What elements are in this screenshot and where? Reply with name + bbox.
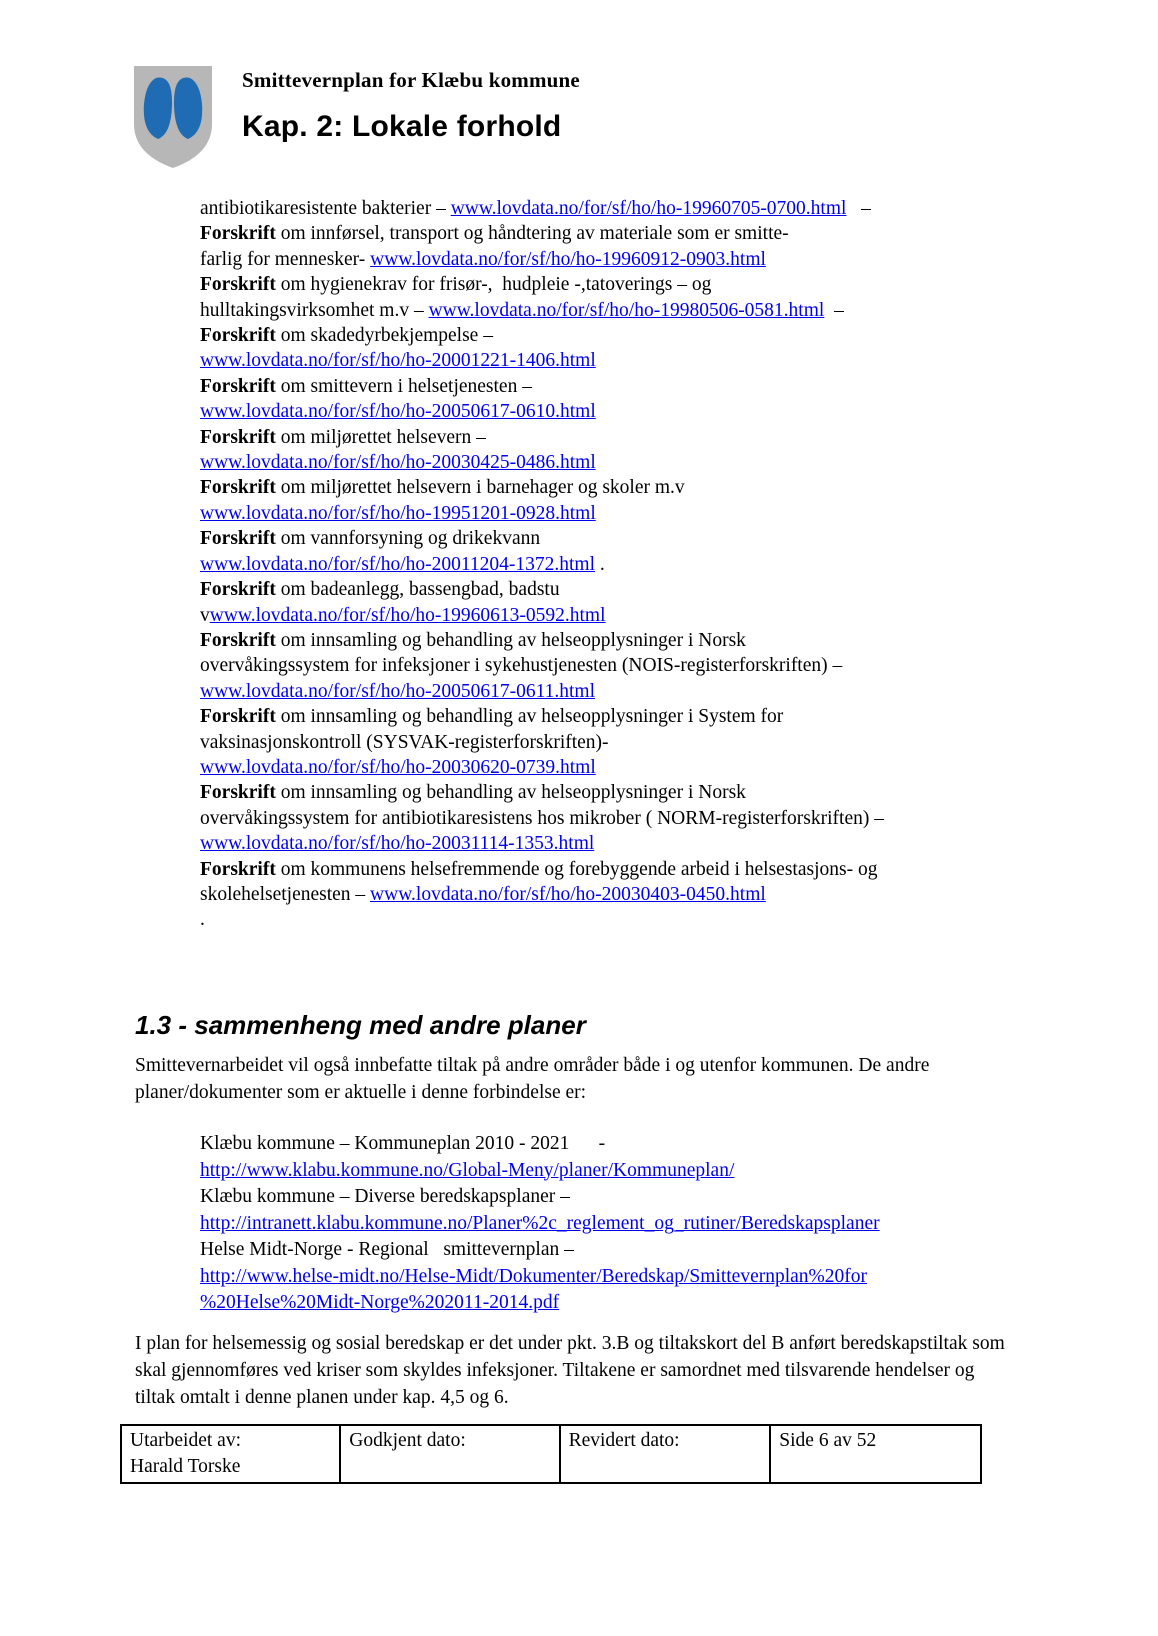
text-line (200, 1264, 880, 1291)
text-line (200, 450, 884, 475)
hyperlink[interactable]: http://www.helse-midt.no/Helse-Midt/Dokumenter/Beredskap/Smittevernplan%20for (200, 1265, 868, 1287)
prepared-by-label: Utarbeidet av: (130, 1430, 241, 1451)
text-run: overvåkingssystem for infeksjoner i sykehustjenesten (NOIS-registerforskriften) – (200, 655, 843, 677)
text-line (200, 730, 884, 755)
page-number-label: Side 6 av 52 (779, 1430, 877, 1451)
bold-term: Forskrift (200, 325, 276, 347)
text-run: om hygienekrav for frisør-, hudpleie -,tatoverings – og (275, 274, 712, 296)
text-run: farlig for mennesker- (200, 248, 371, 270)
hyperlink[interactable]: www.lovdata.no/for/sf/ho/ho-19960613-0592.html (209, 604, 606, 626)
text-line (200, 348, 884, 373)
approved-date-label: Godkjent dato: (349, 1430, 466, 1451)
text-line (200, 399, 884, 424)
hyperlink[interactable]: www.lovdata.no/for/sf/ho/ho-19951201-0928.html (200, 502, 596, 524)
text-run: overvåkingssystem for antibiotikaresistens hos mikrober ( NORM-registerforskriften) – (200, 807, 884, 829)
bold-term: Forskrift (200, 426, 276, 448)
text-line (200, 501, 884, 526)
hyperlink[interactable]: http://www.klabu.kommune.no/Global-Meny/planer/Kommuneplan/ (200, 1159, 735, 1181)
text-line (200, 1290, 880, 1317)
text-line (200, 704, 884, 729)
text-line (200, 628, 884, 653)
text-line (200, 806, 884, 831)
hyperlink[interactable]: www.lovdata.no/for/sf/ho/ho-20031114-1353.html (200, 833, 595, 855)
text-run: antibiotikaresistente bakterier – (200, 198, 451, 219)
header-text (242, 62, 580, 172)
footer-row (121, 1425, 981, 1483)
text-run: om miljørettet helsevern – (275, 426, 486, 448)
text-line (200, 1184, 880, 1211)
text-line (200, 247, 884, 272)
footer-cell-approved-date (340, 1425, 559, 1483)
bold-term: Forskrift (200, 274, 276, 296)
text-line (200, 603, 884, 628)
text-run: . (595, 553, 605, 575)
hyperlink[interactable]: www.lovdata.no/for/sf/ho/ho-20030403-0450.html (370, 883, 766, 905)
text-run: om innsamling og behandling av helseopplysninger i Norsk (275, 629, 746, 651)
text-line (200, 298, 884, 323)
municipality-coat-of-arms-logo (128, 62, 218, 172)
text-line (200, 323, 884, 348)
text-run: om innsamling og behandling av helseopplysninger i System for (275, 706, 784, 728)
bold-term: Forskrift (200, 579, 276, 601)
text-run: om kommunens helsefremmende og forebyggende arbeid i helsestasjons- og (275, 858, 878, 880)
text-run: om skadedyrbekjempelse – (275, 325, 493, 347)
related-plans-list (200, 1131, 880, 1317)
prepared-by-name: Harald Torske (130, 1456, 241, 1477)
text-line (200, 755, 884, 780)
hyperlink[interactable]: www.lovdata.no/for/sf/ho/ho-20050617-0611.html (200, 680, 596, 702)
section-intro-paragraph: Smittevernarbeidet vil også innbefatte tiltak på andre områder både i og utenfor kommunen. De andre planer/dokumenter som er aktuelle i denne forbindelse er: (135, 1055, 930, 1103)
text-run: – (824, 299, 844, 321)
text-line (200, 577, 884, 602)
chapter-title: Kap. 2: Lokale forhold (242, 110, 562, 143)
text-line (200, 196, 884, 221)
shield-icon (128, 62, 218, 172)
text-line (200, 374, 884, 399)
text-line (200, 272, 884, 297)
bold-term: Forskrift (200, 706, 276, 728)
page-header (128, 62, 580, 172)
text-line (200, 1158, 880, 1185)
text-run: Klæbu kommune – Kommuneplan 2010 - 2021 - (200, 1133, 606, 1154)
text-run: om innsamling og behandling av helseopplysninger i Norsk (275, 782, 746, 804)
hyperlink[interactable]: www.lovdata.no/for/sf/ho/ho-19960705-0700.html (450, 198, 847, 219)
hyperlink[interactable]: www.lovdata.no/for/sf/ho/ho-20050617-0610.html (200, 401, 596, 423)
footer-cell-prepared-by (121, 1425, 340, 1483)
regulations-list (200, 196, 884, 933)
text-line (200, 653, 884, 678)
text-line (200, 882, 884, 907)
text-run: vaksinasjonskontroll (SYSVAK-registerforskriften)- (200, 731, 609, 753)
hyperlink[interactable]: www.lovdata.no/for/sf/ho/ho-20001221-1406.html (200, 350, 596, 372)
text-run: om badeanlegg, bassengbad, badstu (275, 579, 560, 601)
hyperlink[interactable]: www.lovdata.no/for/sf/ho/ho-20011204-1372.html (200, 553, 596, 575)
footer-table (120, 1424, 982, 1484)
text-run: skolehelsetjenesten – (200, 883, 371, 905)
text-run: om smittevern i helsetjenesten – (275, 375, 532, 397)
text-line (200, 1131, 880, 1158)
text-line (200, 1237, 880, 1264)
section-heading-1-3: 1.3 - sammenheng med andre planer (135, 1010, 586, 1040)
text-line (200, 679, 884, 704)
hyperlink[interactable]: %20Helse%20Midt-Norge%202011-2014.pdf (200, 1292, 560, 1313)
bold-term: Forskrift (200, 528, 276, 550)
bold-term: Forskrift (200, 375, 276, 397)
text-line (200, 831, 884, 856)
footer-cell-revised-date (560, 1425, 771, 1483)
text-run: Helse Midt-Norge - Regional smittevernplan – (200, 1239, 574, 1260)
text-line (200, 475, 884, 500)
document-title: Smittevernplan for Klæbu kommune (242, 68, 580, 92)
bold-term: Forskrift (200, 629, 276, 651)
text-line (200, 1211, 880, 1238)
text-run: . (200, 909, 205, 931)
text-run: hulltakingsvirksomhet m.v – (200, 299, 429, 321)
bold-term: Forskrift (200, 782, 276, 804)
text-line (200, 780, 884, 805)
text-line (200, 221, 884, 246)
closing-paragraph: I plan for helsemessig og sosial beredskap er det under pkt. 3.B og tiltakskort del B anført beredskapstiltak som skal gjennomføres ved kriser som skyldes infeksjoner. Tiltakene er samordnet med tilsvarende hendelser og tiltak omtalt i denne planen under kap. 4,5 og 6. (135, 1333, 1005, 1408)
text-line (200, 552, 884, 577)
hyperlink[interactable]: www.lovdata.no/for/sf/ho/ho-19980506-0581.html (428, 299, 825, 321)
text-line (200, 857, 884, 882)
text-line (200, 526, 884, 551)
hyperlink[interactable]: www.lovdata.no/for/sf/ho/ho-20030620-0739.html (200, 756, 596, 778)
bold-term: Forskrift (200, 223, 276, 245)
text-run: om vannforsyning og drikekvann (275, 528, 541, 550)
hyperlink[interactable]: www.lovdata.no/for/sf/ho/ho-19960912-0903.html (370, 248, 766, 270)
bold-term: Forskrift (200, 477, 276, 499)
hyperlink[interactable]: http://intranett.klabu.kommune.no/Planer%2c_reglement_og_rutiner/Beredskapsplaner (200, 1212, 880, 1234)
text-run: v (200, 604, 210, 626)
footer-cell-page-number (770, 1425, 981, 1483)
text-run: – (846, 198, 871, 219)
text-run: Klæbu kommune – Diverse beredskapsplaner – (200, 1186, 570, 1207)
text-line (200, 425, 884, 450)
hyperlink[interactable]: www.lovdata.no/for/sf/ho/ho-20030425-0486.html (200, 452, 596, 474)
text-run: om miljørettet helsevern i barnehager og skoler m.v (275, 477, 685, 499)
text-run: om innførsel, transport og håndtering av materiale som er smitte- (275, 223, 789, 245)
revised-date-label: Revidert dato: (568, 1430, 680, 1451)
bold-term: Forskrift (200, 858, 276, 880)
text-line (200, 907, 884, 932)
